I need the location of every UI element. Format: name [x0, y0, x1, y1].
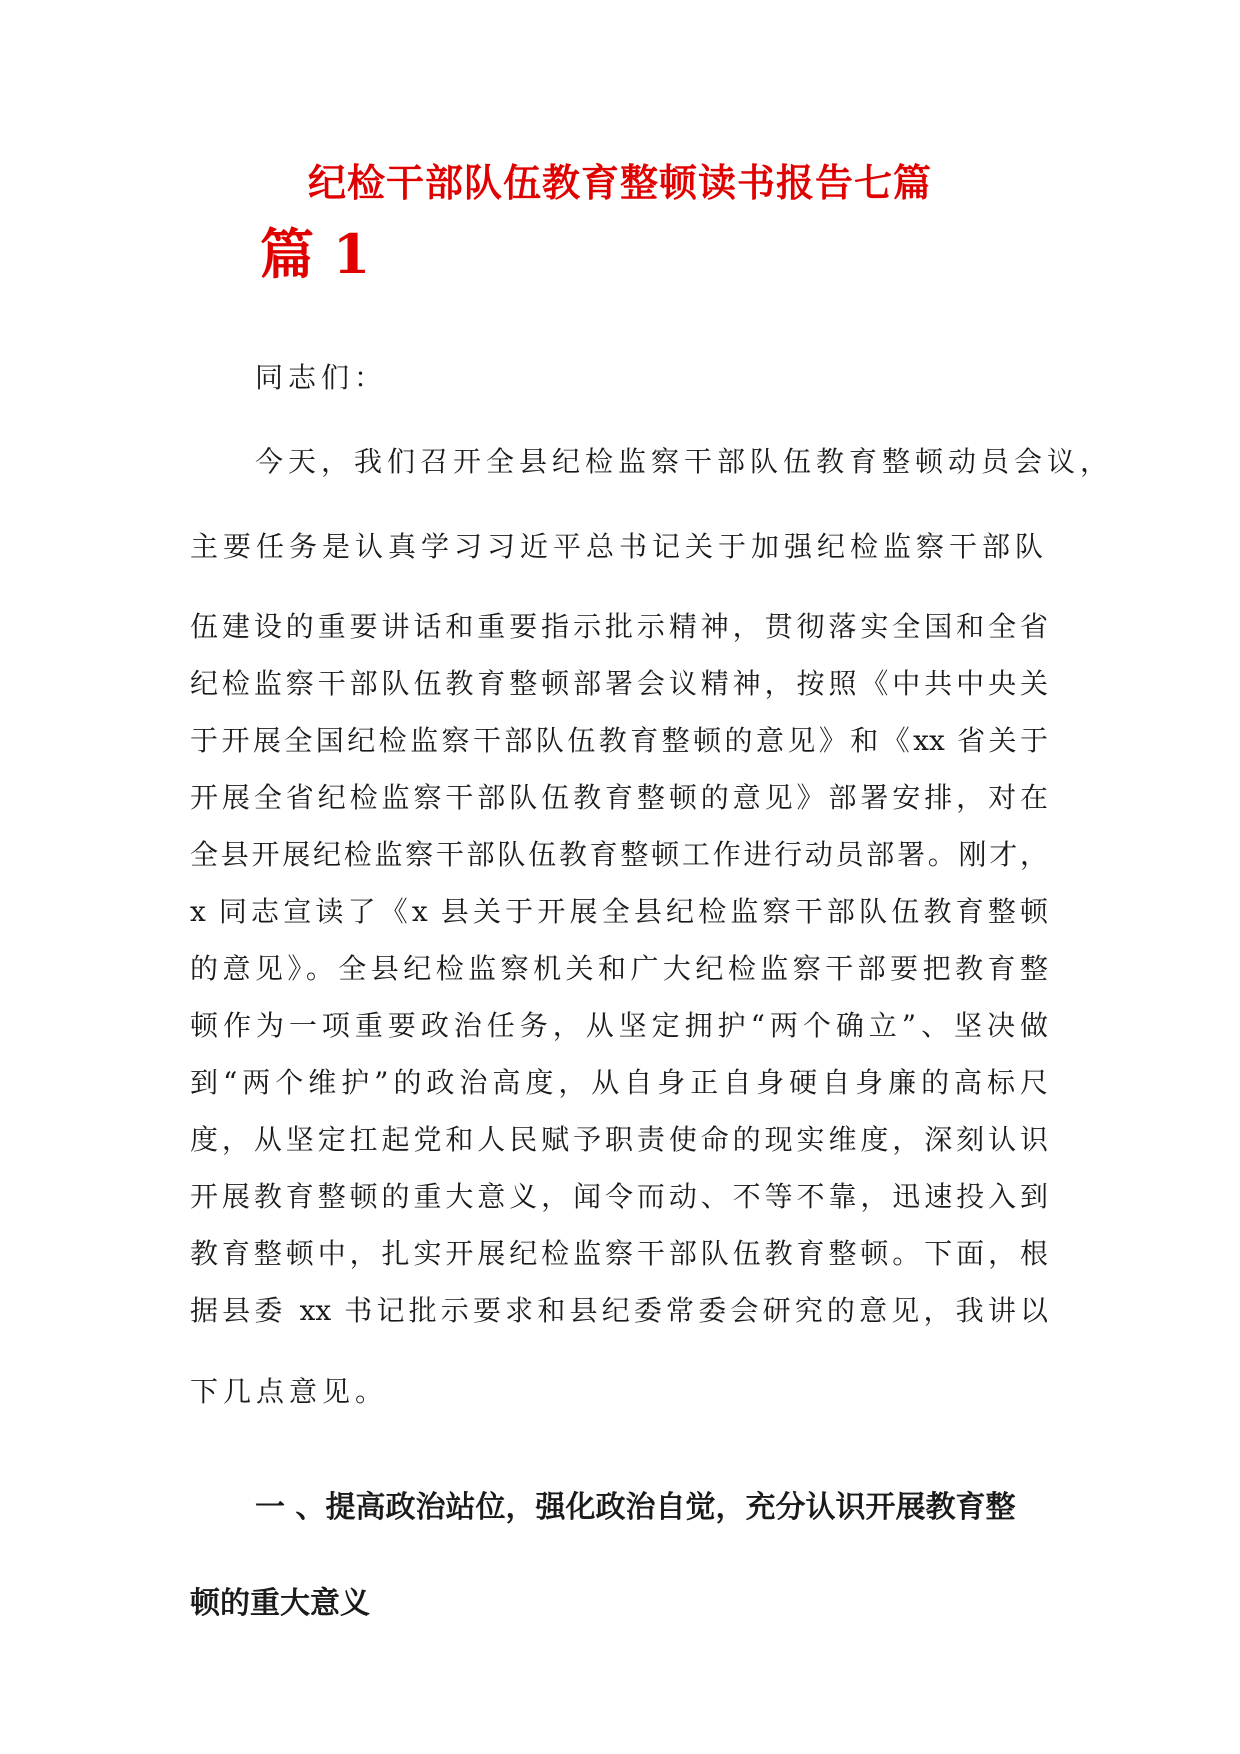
section-heading-line: 一 、提高政治站位，强化政治自觉，充分认识开展教育整	[255, 1490, 1016, 1525]
paragraph-line: 顿作为一项重要政治任务，从坚定拥护“两个确立”、坚决做	[190, 1009, 1048, 1042]
paragraph-line: x 同志宣读了《x 县关于开展全县纪检监察干部队伍教育整顿	[190, 895, 1048, 928]
paragraph-line: 开展教育整顿的重大意义，闻令而动、不等不靠，迅速投入到	[190, 1180, 1048, 1213]
paragraph-line: 度，从坚定扛起党和人民赋予职责使命的现实维度，深刻认识	[190, 1123, 1048, 1156]
paragraph-line: 主要任务是认真学习习近平总书记关于加强纪检监察干部队	[190, 530, 1049, 563]
paragraph-line: 开展全省纪检监察干部队伍教育整顿的意见》部署安排，对在	[190, 781, 1048, 814]
paragraph-line: 据县委 xx 书记批示要求和县纪委常委会研究的意见，我讲以	[190, 1294, 1048, 1327]
salutation: 同志们：	[255, 361, 388, 394]
section-heading-line: 顿的重大意义	[190, 1586, 370, 1621]
paragraph-line: 纪检监察干部队伍教育整顿部署会议精神，按照《中共中央关	[190, 667, 1048, 700]
document-title: 纪检干部队伍教育整顿读书报告七篇	[307, 160, 932, 205]
paragraph-line: 到“两个维护”的政治高度，从自身正自身硬自身廉的高标尺	[190, 1066, 1048, 1099]
paragraph-line: 的意见》。全县纪检监察机关和广大纪检监察干部要把教育整	[190, 952, 1048, 985]
paragraph-line: 教育整顿中，扎实开展纪检监察干部队伍教育整顿。下面，根	[190, 1237, 1048, 1270]
piece-heading: 篇 1	[260, 222, 371, 286]
paragraph-line: 伍建设的重要讲话和重要指示批示精神，贯彻落实全国和全省	[190, 610, 1048, 643]
paragraph-line: 下几点意见。	[190, 1375, 389, 1408]
paragraph-line: 全县开展纪检监察干部队伍教育整顿工作进行动员部署。刚才，	[190, 838, 1048, 871]
paragraph-line: 于开展全国纪检监察干部队伍教育整顿的意见》和《xx 省关于	[190, 724, 1048, 757]
paragraph-line: 今天，我们召开全县纪检监察干部队伍教育整顿动员会议，	[255, 445, 1114, 478]
